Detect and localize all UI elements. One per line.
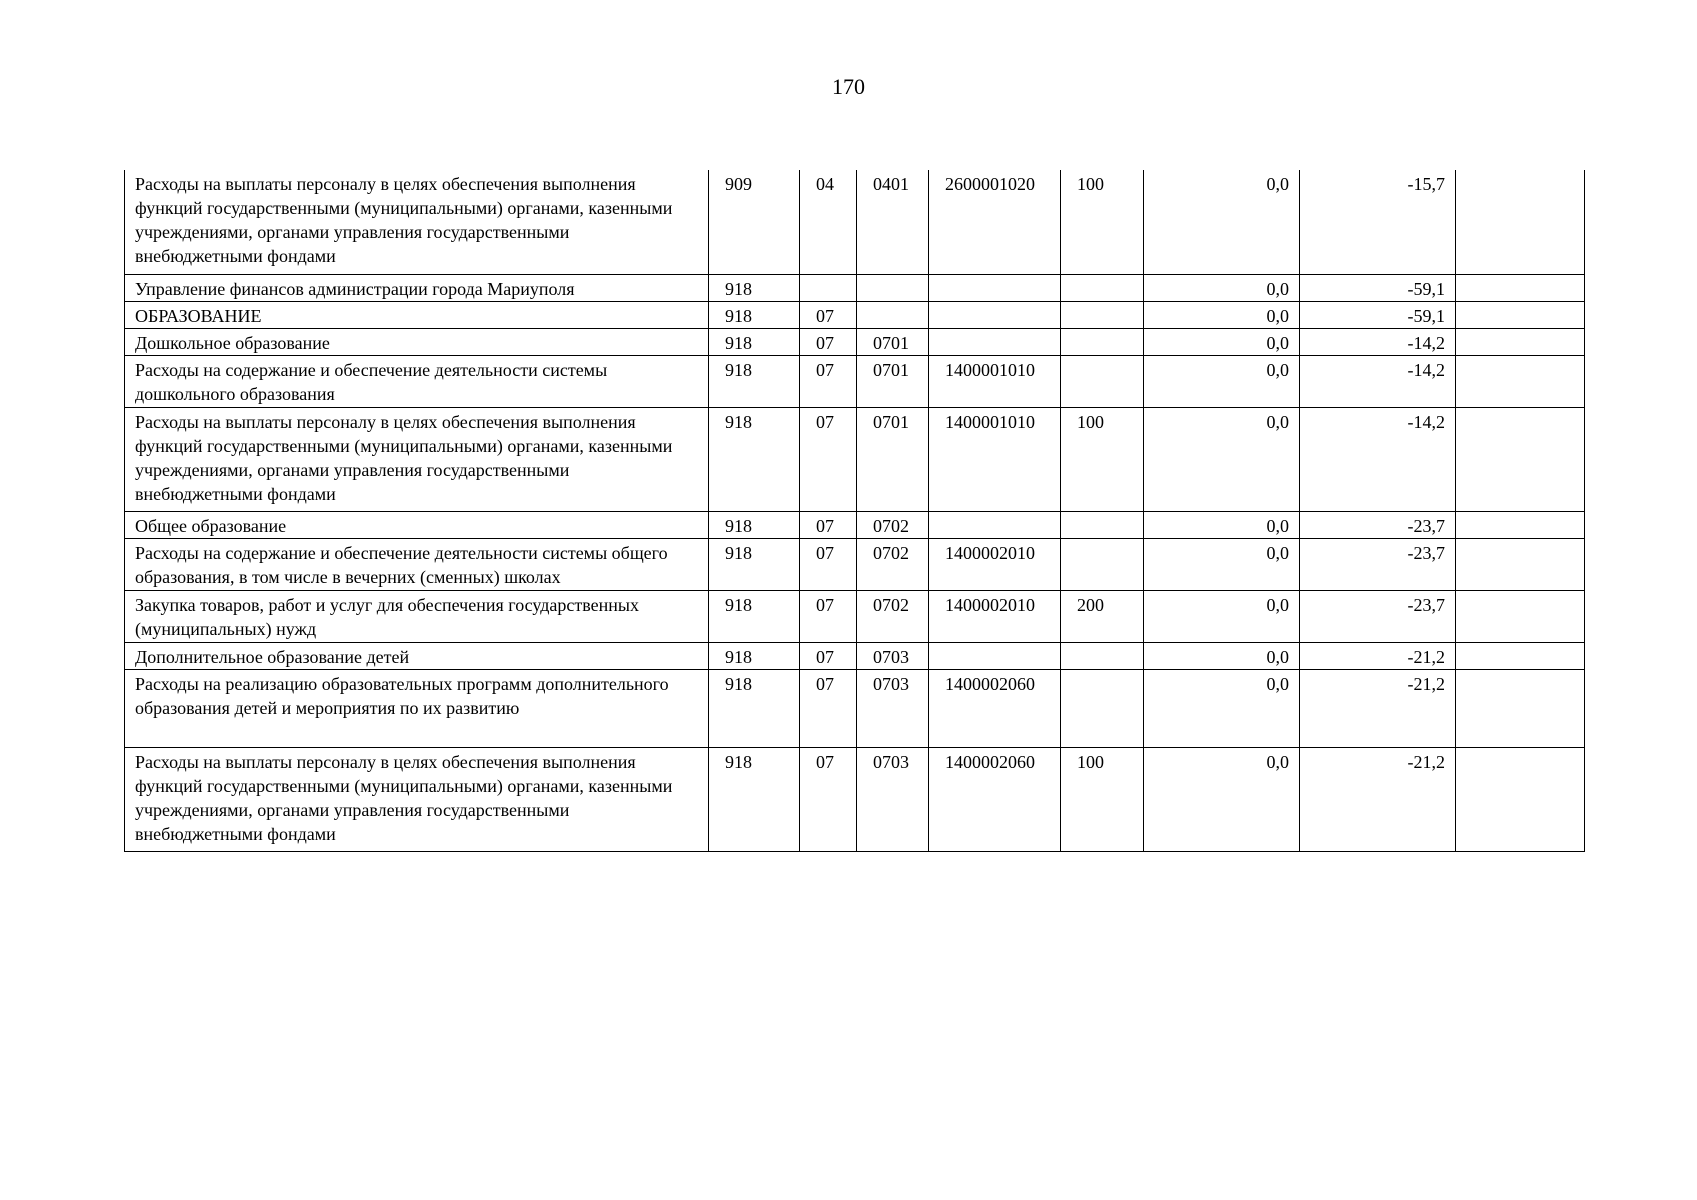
cell-razdel: 07 (800, 538, 857, 590)
cell-vr: 100 (1061, 407, 1144, 511)
cell-razdel: 07 (800, 301, 857, 328)
cell-vr (1061, 669, 1144, 747)
cell-ved: 918 (709, 538, 800, 590)
table-row (125, 747, 1585, 851)
cell-name: Расходы на выплаты персоналу в целях обеспечения выполнения функций государственными (муниципальными) органами, казенными учреждениями, органами управления государственными внебюджетными фондами (125, 747, 709, 851)
cell-sum-1: 0,0 (1144, 511, 1300, 538)
cell-vr: 100 (1061, 747, 1144, 851)
cell-sum-3 (1456, 747, 1585, 851)
cell-csr: 1400002060 (929, 669, 1061, 747)
cell-sum-2: -21,2 (1300, 669, 1456, 747)
cell-name: Закупка товаров, работ и услуг для обеспечения государственных (муниципальных) нужд (125, 590, 709, 642)
cell-podrazdel: 0703 (857, 669, 929, 747)
cell-sum-2: -21,2 (1300, 747, 1456, 851)
cell-sum-1: 0,0 (1144, 407, 1300, 511)
cell-sum-1: 0,0 (1144, 590, 1300, 642)
table-row (125, 669, 1585, 747)
cell-sum-1: 0,0 (1144, 669, 1300, 747)
cell-csr: 1400002010 (929, 590, 1061, 642)
cell-ved: 918 (709, 511, 800, 538)
cell-podrazdel: 0702 (857, 590, 929, 642)
cell-csr (929, 511, 1061, 538)
cell-ved: 918 (709, 274, 800, 301)
cell-sum-3 (1456, 590, 1585, 642)
cell-name: Дополнительное образование детей (125, 642, 709, 669)
table-row (125, 355, 1585, 407)
cell-sum-2: -23,7 (1300, 538, 1456, 590)
cell-podrazdel (857, 274, 929, 301)
cell-sum-2: -14,2 (1300, 407, 1456, 511)
cell-vr (1061, 642, 1144, 669)
cell-podrazdel: 0703 (857, 747, 929, 851)
cell-vr (1061, 274, 1144, 301)
page-number: 170 (832, 74, 865, 99)
cell-vr (1061, 355, 1144, 407)
cell-sum-1: 0,0 (1144, 747, 1300, 851)
cell-razdel: 07 (800, 407, 857, 511)
table-row (125, 590, 1585, 642)
cell-name: ОБРАЗОВАНИЕ (125, 301, 709, 328)
table-row (125, 407, 1585, 511)
cell-csr: 1400001010 (929, 407, 1061, 511)
cell-sum-2: -23,7 (1300, 590, 1456, 642)
table-row (125, 511, 1585, 538)
cell-ved: 909 (709, 170, 800, 274)
cell-sum-1: 0,0 (1144, 170, 1300, 274)
table-row (125, 642, 1585, 669)
cell-csr: 1400001010 (929, 355, 1061, 407)
budget-table (124, 170, 1585, 852)
cell-sum-1: 0,0 (1144, 355, 1300, 407)
cell-sum-3 (1456, 274, 1585, 301)
cell-name: Расходы на содержание и обеспечение деятельности системы дошкольного образования (125, 355, 709, 407)
cell-ved: 918 (709, 669, 800, 747)
cell-sum-3 (1456, 642, 1585, 669)
cell-razdel (800, 274, 857, 301)
cell-razdel: 07 (800, 328, 857, 355)
cell-csr: 2600001020 (929, 170, 1061, 274)
cell-vr (1061, 301, 1144, 328)
cell-razdel: 07 (800, 747, 857, 851)
cell-sum-1: 0,0 (1144, 301, 1300, 328)
cell-sum-1: 0,0 (1144, 274, 1300, 301)
table-row (125, 170, 1585, 274)
cell-sum-1: 0,0 (1144, 538, 1300, 590)
cell-razdel: 07 (800, 590, 857, 642)
cell-ved: 918 (709, 590, 800, 642)
cell-podrazdel: 0701 (857, 328, 929, 355)
cell-sum-3 (1456, 511, 1585, 538)
cell-sum-3 (1456, 669, 1585, 747)
table-row (125, 301, 1585, 328)
cell-podrazdel: 0703 (857, 642, 929, 669)
cell-sum-3 (1456, 170, 1585, 274)
cell-sum-1: 0,0 (1144, 642, 1300, 669)
cell-sum-2: -23,7 (1300, 511, 1456, 538)
table-row (125, 538, 1585, 590)
cell-razdel: 07 (800, 669, 857, 747)
table-body (125, 170, 1585, 851)
cell-podrazdel: 0702 (857, 511, 929, 538)
cell-name: Расходы на содержание и обеспечение деятельности системы общего образования, в том числе в вечерних (сменных) школах (125, 538, 709, 590)
cell-sum-2: -21,2 (1300, 642, 1456, 669)
cell-sum-2: -14,2 (1300, 328, 1456, 355)
cell-razdel: 04 (800, 170, 857, 274)
cell-podrazdel: 0401 (857, 170, 929, 274)
cell-name: Расходы на реализацию образовательных программ дополнительного образования детей и мероприятия по их развитию (125, 669, 709, 747)
cell-razdel: 07 (800, 642, 857, 669)
cell-sum-3 (1456, 328, 1585, 355)
cell-sum-2: -15,7 (1300, 170, 1456, 274)
cell-csr: 1400002060 (929, 747, 1061, 851)
cell-sum-3 (1456, 355, 1585, 407)
cell-csr (929, 301, 1061, 328)
cell-razdel: 07 (800, 355, 857, 407)
cell-name: Расходы на выплаты персоналу в целях обеспечения выполнения функций государственными (муниципальными) органами, казенными учреждениями, органами управления государственными внебюджетными фондами (125, 407, 709, 511)
cell-vr (1061, 538, 1144, 590)
cell-name: Дошкольное образование (125, 328, 709, 355)
cell-sum-3 (1456, 301, 1585, 328)
cell-csr (929, 274, 1061, 301)
cell-sum-3 (1456, 407, 1585, 511)
cell-name: Управление финансов администрации города Мариуполя (125, 274, 709, 301)
cell-vr (1061, 511, 1144, 538)
cell-vr: 200 (1061, 590, 1144, 642)
cell-ved: 918 (709, 301, 800, 328)
cell-sum-2: -14,2 (1300, 355, 1456, 407)
cell-vr: 100 (1061, 170, 1144, 274)
cell-ved: 918 (709, 328, 800, 355)
cell-ved: 918 (709, 642, 800, 669)
cell-csr (929, 642, 1061, 669)
cell-ved: 918 (709, 355, 800, 407)
cell-podrazdel: 0701 (857, 407, 929, 511)
table-row (125, 328, 1585, 355)
cell-sum-2: -59,1 (1300, 301, 1456, 328)
cell-razdel: 07 (800, 511, 857, 538)
cell-name: Общее образование (125, 511, 709, 538)
cell-name: Расходы на выплаты персоналу в целях обеспечения выполнения функций государственными (муниципальными) органами, казенными учреждениями, органами управления государственными внебюджетными фондами (125, 170, 709, 274)
cell-podrazdel: 0701 (857, 355, 929, 407)
cell-sum-2: -59,1 (1300, 274, 1456, 301)
table-row (125, 274, 1585, 301)
cell-sum-3 (1456, 538, 1585, 590)
cell-ved: 918 (709, 407, 800, 511)
cell-csr (929, 328, 1061, 355)
cell-vr (1061, 328, 1144, 355)
cell-csr: 1400002010 (929, 538, 1061, 590)
cell-ved: 918 (709, 747, 800, 851)
cell-podrazdel: 0702 (857, 538, 929, 590)
cell-podrazdel (857, 301, 929, 328)
cell-sum-1: 0,0 (1144, 328, 1300, 355)
